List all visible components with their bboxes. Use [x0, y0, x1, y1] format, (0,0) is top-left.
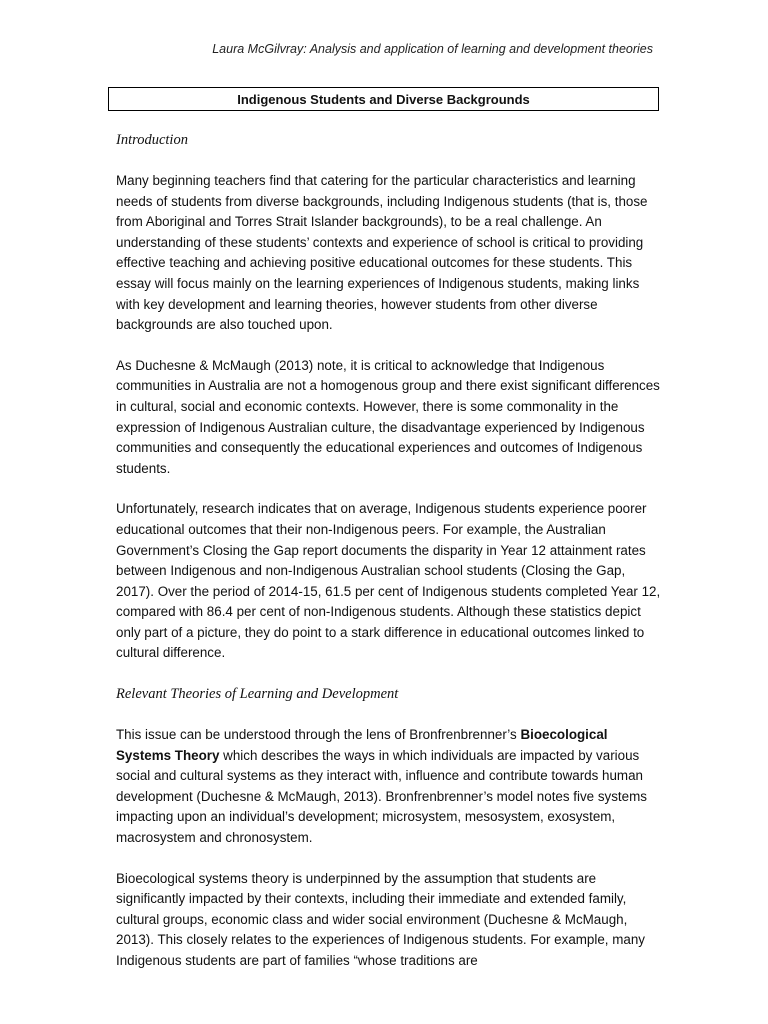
paragraph-theories-2: Bioecological systems theory is underpinned by the assumption that students are significantly impacted by their contexts, including their immediate and extended family, cultural groups, economic class and wider social environment (Duchesne & McMaugh, 2013). This closely relates to the experiences of Indigenous students. For example, many Indigenous students are part of families “whose traditions are: [116, 870, 645, 968]
running-header: Laura McGilvray: Analysis and application of learning and development theories: [212, 42, 653, 56]
bioecological-theory-term: Bioecological Systems Theory: [116, 727, 608, 763]
document-title-box: [108, 87, 659, 111]
paragraph-theories-1-lead: This issue can be understood through the lens of Bronfrenbrenner’s: [116, 727, 521, 743]
document-body: [116, 130, 661, 972]
section-heading-theories: Relevant Theories of Learning and Development: [116, 686, 399, 703]
paragraph-intro-1: Many beginning teachers find that catering for the particular characteristics and learning needs of students from diverse backgrounds, including Indigenous students (that is, those from Aboriginal and Torres Strait Islander backgrounds), to be a real challenge. An understanding of these students’ contexts and experience of school is critical to providing effective teaching and achieving positive educational outcomes for these students. This essay will focus mainly on the learning experiences of Indigenous students, making links with key development and learning theories, however students from other diverse backgrounds are also touched upon.: [116, 173, 648, 333]
section-heading-introduction: Introduction: [116, 132, 188, 148]
paragraph-intro-3: Unfortunately, research indicates that on average, Indigenous students experience poorer educational outcomes that their non-Indigenous peers. For example, the Australian Government’s Closing the Gap report documents the disparity in Year 12 attainment rates between Indigenous and non-Indigenous Australian school students (Closing the Gap, 2017). Over the period of 2014-15, 61.5 per cent of Indigenous students completed Year 12, compared with 86.4 per cent of non-Indigenous students. Although these statistics depict only part of a picture, they do point to a stark difference in educational outcomes linked to cultural difference.: [116, 501, 661, 661]
paragraph-intro-2: As Duchesne & McMaugh (2013) note, it is critical to acknowledge that Indigenous communities in Australia are not a homogenous group and there exist significant differences in cultural, social and economic contexts. However, there is some commonality in the expression of Indigenous Australian culture, the disadvantage experienced by Indigenous communities and consequently the educational experiences and outcomes of Indigenous students.: [116, 357, 660, 476]
paragraph-theories-1-rest: which describes the ways in which individuals are impacted by various social and cultural systems as they interact with, influence and contribute towards human development (Duchesne & McMaugh, 2013). Bronfrenbrenner’s model notes five systems impacting upon an individual’s development; microsystem, mesosystem, exosystem, macrosystem and chronosystem.: [116, 747, 647, 846]
document-title: Indigenous Students and Diverse Backgrounds: [237, 91, 530, 107]
paragraph-theories-1: [116, 725, 661, 849]
